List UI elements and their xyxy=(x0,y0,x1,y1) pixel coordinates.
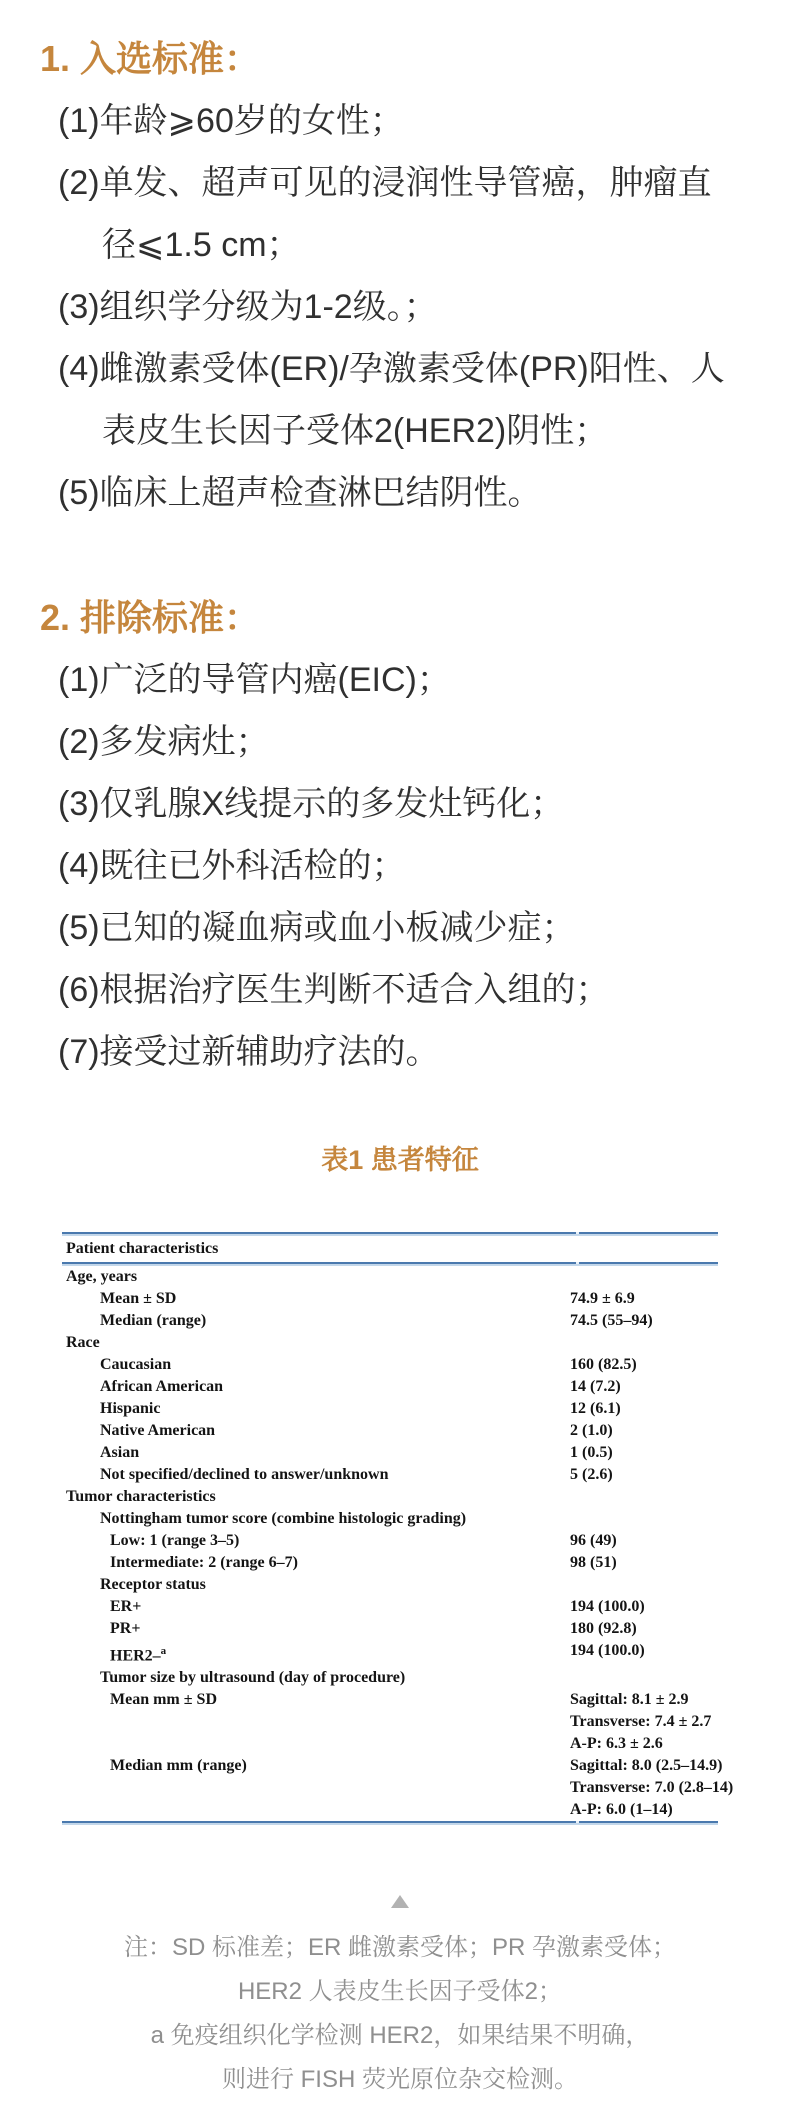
row-label xyxy=(62,1799,570,1821)
row-value: 1 (0.5) xyxy=(570,1444,613,1461)
inclusion-heading: 1. 入选标准： xyxy=(40,38,261,79)
table-row xyxy=(62,1574,718,1596)
row-label: Hispanic xyxy=(100,1400,161,1417)
row-value: 74.5 (55–94) xyxy=(570,1312,653,1329)
inclusion-item-line: 表皮生长因子受体2(HER2)阴性； xyxy=(102,412,609,450)
table-row xyxy=(62,1530,718,1552)
exclusion-item-line: (5)已知的凝血病或血小板减少症； xyxy=(58,909,576,947)
row-label: Caucasian xyxy=(100,1356,172,1373)
table-row xyxy=(62,1689,718,1711)
row-label: PR+ xyxy=(110,1620,141,1637)
row-value: 5 (2.6) xyxy=(570,1466,613,1483)
table-row xyxy=(62,1799,718,1821)
row-value: 12 (6.1) xyxy=(570,1400,621,1417)
table-row xyxy=(62,1711,718,1733)
footnote-line: 则进行 FISH 荧光原位杂交检测。 xyxy=(221,2066,578,2094)
table-row xyxy=(62,1508,718,1530)
row-value: 98 (51) xyxy=(570,1554,617,1571)
inclusion-item-line: (5)临床上超声检查淋巴结阴性。 xyxy=(58,474,542,512)
table-row xyxy=(62,1398,718,1420)
row-label-superscript: a xyxy=(160,1645,167,1657)
table-row xyxy=(62,1332,718,1354)
inclusion-item-line: (1)年龄⩾60岁的女性； xyxy=(58,102,404,140)
table-row xyxy=(62,1376,718,1398)
table-row xyxy=(62,1596,718,1618)
row-label: African American xyxy=(100,1378,224,1395)
exclusion-heading: 2. 排除标准： xyxy=(40,597,261,638)
table-row xyxy=(62,1640,718,1667)
inclusion-list xyxy=(58,90,760,524)
row-value: 194 (100.0) xyxy=(570,1642,645,1659)
patient-characteristics-table xyxy=(62,1232,734,1825)
row-value: 160 (82.5) xyxy=(570,1356,637,1373)
footnote-line: HER2 人表皮生长因子受体2； xyxy=(237,1978,563,2006)
table-row xyxy=(62,1420,718,1442)
footnote-line: a 免疫组织化学检测 HER2，如果结果不明确， xyxy=(150,2022,650,2050)
exclusion-item-line: (3)仅乳腺X线提示的多发灶钙化； xyxy=(58,785,565,823)
row-value: Sagittal: 8.0 (2.5–14.9) xyxy=(570,1757,723,1775)
row-label: Not specified/declined to answer/unknown xyxy=(100,1466,389,1483)
row-value: Transverse: 7.0 (2.8–14) xyxy=(570,1779,734,1797)
row-label: Age, years xyxy=(66,1268,138,1285)
triangle-up-icon xyxy=(391,1895,409,1908)
exclusion-item-line: (2)多发病灶； xyxy=(58,723,270,761)
row-label xyxy=(62,1733,570,1755)
row-value: A-P: 6.3 ± 2.6 xyxy=(570,1735,663,1753)
table-row xyxy=(62,1442,718,1464)
table-row xyxy=(62,1733,718,1755)
table-rows xyxy=(62,1266,734,1821)
exclusion-list xyxy=(58,649,760,1083)
row-label: Median (range) xyxy=(100,1312,207,1329)
table-row xyxy=(62,1486,718,1508)
exclusion-item-line: (4)既往已外科活检的； xyxy=(58,847,406,885)
table-footnote xyxy=(40,1926,760,2102)
row-label: Race xyxy=(66,1334,100,1351)
row-value: 194 (100.0) xyxy=(570,1598,645,1615)
row-value: 2 (1.0) xyxy=(570,1422,613,1439)
row-value: 96 (49) xyxy=(570,1532,617,1549)
row-label xyxy=(62,1711,570,1733)
table-row xyxy=(62,1354,718,1376)
table-row xyxy=(62,1755,723,1777)
row-label: Mean ± SD xyxy=(100,1290,177,1307)
row-label: Intermediate: 2 (range 6–7) xyxy=(110,1554,298,1571)
inclusion-item-line: (3)组织学分级为1-2级。； xyxy=(58,288,438,326)
table-row xyxy=(62,1667,718,1689)
row-value: 180 (92.8) xyxy=(570,1620,637,1637)
row-label: Mean mm ± SD xyxy=(110,1691,217,1709)
row-label: Tumor characteristics xyxy=(66,1488,216,1505)
row-label: ER+ xyxy=(110,1598,142,1615)
exclusion-item-line: (7)接受过新辅助疗法的。 xyxy=(58,1033,440,1071)
table-bottom-rule xyxy=(62,1821,718,1825)
row-label: Asian xyxy=(100,1444,140,1461)
row-label: Tumor size by ultrasound (day of procedure) xyxy=(100,1669,406,1687)
row-label: Native American xyxy=(100,1422,216,1439)
row-label: Low: 1 (range 3–5) xyxy=(110,1532,240,1549)
exclusion-item-line: (1)广泛的导管内癌(EIC)； xyxy=(58,661,451,699)
row-value: Transverse: 7.4 ± 2.7 xyxy=(570,1713,712,1731)
table-row xyxy=(62,1618,718,1640)
row-value: A-P: 6.0 (1–14) xyxy=(570,1801,673,1819)
row-value: 74.9 ± 6.9 xyxy=(570,1290,635,1307)
inclusion-item-line: 径⩽1.5 cm； xyxy=(102,226,301,264)
table-row xyxy=(62,1777,734,1799)
table-row xyxy=(62,1288,718,1310)
exclusion-item-line: (6)根据治疗医生判断不适合入组的； xyxy=(58,971,610,1009)
inclusion-item-line: (4)雌激素受体(ER)/孕激素受体(PR)阳性、人 xyxy=(58,350,725,388)
row-label: Nottingham tumor score (combine histologic grading) xyxy=(100,1510,467,1527)
row-label xyxy=(62,1777,570,1799)
footnote-line: 注：SD 标准差；ER 雌激素受体；PR 孕激素受体； xyxy=(123,1934,677,1962)
row-value: Sagittal: 8.1 ± 2.9 xyxy=(570,1691,689,1709)
table-title: 表1 患者特征 xyxy=(321,1145,479,1175)
row-label: Median mm (range) xyxy=(110,1757,247,1775)
row-label: Receptor status xyxy=(100,1576,206,1593)
row-value: 14 (7.2) xyxy=(570,1378,621,1395)
table-row xyxy=(62,1310,718,1332)
table-row xyxy=(62,1552,718,1574)
table-header: Patient characteristics xyxy=(66,1240,219,1257)
inclusion-item-line: (2)单发、超声可见的浸润性导管癌，肿瘤直 xyxy=(58,164,712,202)
row-label: HER2–$^a$ xyxy=(110,1645,167,1665)
table-row xyxy=(62,1266,718,1288)
table-row xyxy=(62,1464,718,1486)
